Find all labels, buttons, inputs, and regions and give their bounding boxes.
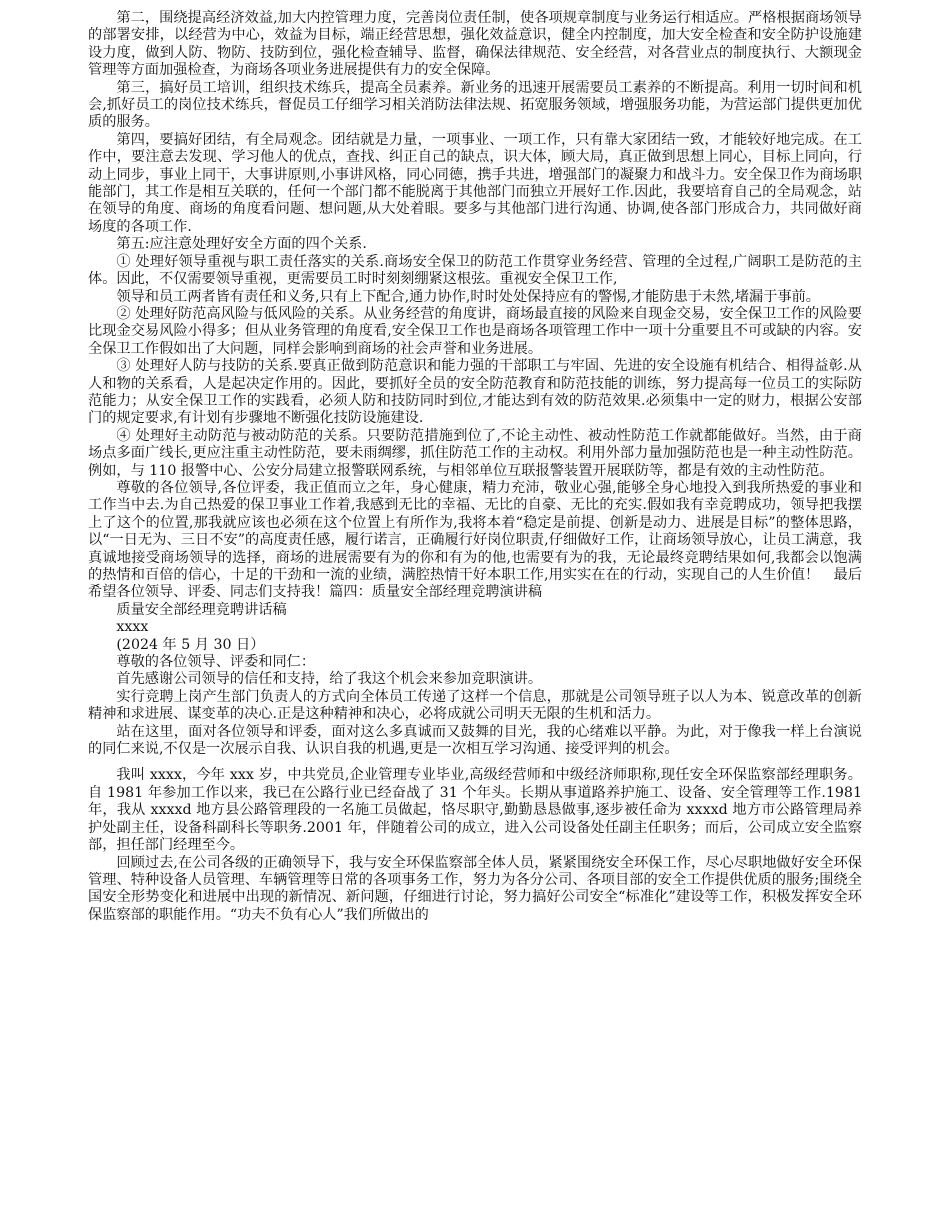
paragraph: 第五:应注意处理好安全方面的四个关系. xyxy=(116,236,367,253)
paragraph: 第三，搞好员工培训，组织技术练兵，提高全员素养。新业务的迅速开展需要员工素养的不断提高。利用一切时间和机会,抓好员工的岗位技术练兵，督促员工仔细学习相关消防法律法规、拓宽服务领域，增强服务功能，为营运部门提供更加优质的服务。 xyxy=(88,79,862,131)
paragraph: 站在这里，面对各位领导和评委，面对这么多真诚而又鼓舞的目光，我的心绪难以平静。为此，对于像我一样上台演说的同仁来说,不仅是一次展示自我、认识自我的机遇,更是一次相互学习沟通、接受评判的机会。 xyxy=(88,723,862,758)
paragraph: 第二，围绕提高经济效益,加大内控管理力度，完善岗位责任制，使各项规章制度与业务运行相适应。严格根据商场领导的部署安排，以经营为中心，效益为目标，端正经营思想，强化效益意识，健全内控制度，加大安全检查和安全防护设施建设力度，做到人防、物防、技防到位，强化检查辅导、监督，确保法律规范、安全经营，对各营业点的制度执行、大额现金管理等方面加强检查，为商场各项业务进展提供有力的安全保障。 xyxy=(88,10,862,79)
paragraph: 质量安全部经理竞聘讲话稿 xyxy=(116,601,287,618)
paragraph: 第四，要搞好团结，有全局观念。团结就是力量，一项事业、一项工作，只有靠大家团结一致，才能较好地完成。在工作中，要注意去发现、学习他人的优点，查找、纠正自己的缺点，识大体，顾大局，真正做到思想上同心，目标上同向，行动上同步，事业上同干，大事讲原则,小事讲风格，同心同德，携手共进，增强部门的凝聚力和战斗力。安全保卫作为商场职能部门，其工作是相互关联的，任何一个部门都不能脱离于其他部门而独立开展好工作.因此，我要培育自己的全局观念，站在领导的角度、商场的角度看问题、想问题,从大处着眼。要多与其他部门进行沟通、协调,使各部门形成合力，共同做好商场度的各项工作. xyxy=(88,131,862,235)
paragraph: 实行竞聘上岗产生部门负责人的方式向全体员工传递了这样一个信息，那就是公司领导班子以人为本、锐意改革的创新精神和求进展、谋变革的决心.正是这种精神和决心，必将成就公司明天无限的生机和活力。 xyxy=(88,688,862,723)
paragraph: 尊敬的各位领导,各位评委，我正值而立之年，身心健康，精力充沛，敬业心强,能够全身心地投入到我所热爱的事业和工作当中去.为自己热爱的保卫事业工作着,我感到无比的幸福、无比的自豪、无比的充实.假如我有幸竞聘成功，领导把我摆上了这个的位置,那我就应该也必须在这个位置上有所作为,我将本着“稳定是前提、创新是动力、进展是目标”的整体思路，以“一日无为、三日不安”的高度责任感，履行诺言，正确履行好岗位职责,仔细做好工作，让商场领导放心，让员工满意，我真诚地接受商场领导的选择，商场的进展需要有为的你和有为的他,也需要有为的我，无论最终竞聘结果如何,我都会以饱满的热情和百倍的信心，十足的干劲和一流的业绩，满腔热情干好本职工作,用实实在在的行动，实现自己的人生价值！ 最后希望各位领导、评委、同志们支持我！篇四：质量安全部经理竞聘演讲稿 xyxy=(88,479,862,601)
paragraph: (2024 年 5 月 30 日） xyxy=(116,636,265,653)
paragraph: 我叫 xxxx，今年 xxx 岁，中共党员,企业管理专业毕业,高级经营师和中级经济师职称,现任安全环保监察部经理职务。自 1981 年参加工作以来，我已在公路行业已经奋战了 31 个年头。长期从事道路养护施工、设备、安全管理等工作.1981 年，我从 xxxxd 地方县公路管理段的一名施工员做起，恪尽职守,勤勤恳恳做事,逐步被任命为 xxxxd 地方市公路管理局养护处副主任，设备科副科长等职务.2001 年，伴随着公司的成立，进入公司设备处任副主任职务；而后，公司成立安全监察部，担任部门经理至今。 xyxy=(88,767,862,854)
paragraph: ④ 处理好主动防范与被动防范的关系。只要防范措施到位了,不论主动性、被动性防范工作就都能做好。当然，由于商场点多面广线长,更应注重主动性防范，要未雨绸缪，抓住防范工作的主动权。利用外部力量加强防范也是一种主动性防范。例如，与 110 报警中心、公安分局建立报警联网系统，与相邻单位互联报警装置开展联防等，都是有效的主动性防范。 xyxy=(88,427,862,479)
paragraph: 首先感谢公司领导的信任和支持，给了我这个机会来参加竞职演讲。 xyxy=(116,671,543,688)
paragraph: xxxx xyxy=(116,619,149,636)
paragraph: 领导和员工两者皆有责任和义务,只有上下配合,通力协作,时时处处保持应有的警惕,才能防患于未然,堵漏于事前。 xyxy=(116,288,820,305)
paragraph: 回顾过去,在公司各级的正确领导下，我与安全环保监察部全体人员，紧紧围绕安全环保工作，尽心尽职地做好安全环保管理、特种设备人员管理、车辆管理等日常的各项事务工作，努力为各分公司、各项目部的安全工作提供优质的服务;围绕全国安全形势变化和进展中出现的新情况、新问题，仔细进行讨论，努力搞好公司安全“标准化”建设等工作，积极发挥安全环保监察部的职能作用。“功夫不负有心人”我们所做出的 xyxy=(88,854,862,923)
paragraph: 尊敬的各位领导、评委和同仁： xyxy=(116,654,316,671)
paragraph: ② 处理好防范高风险与低风险的关系。从业务经营的角度讲，商场最直接的风险来自现金交易，安全保卫工作的风险要比现金交易风险小得多；但从业务管理的角度看,安全保卫工作也是商场各项管理工作中一项十分重要且不可或缺的内容。安全保卫工作假如出了大问题，同样会影响到商场的社会声誉和业务进展。 xyxy=(88,305,862,357)
paragraph: ③ 处理好人防与技防的关系.要真正做到防范意识和能力强的干部职工与牢固、先进的安全设施有机结合、相得益彰.从人和物的关系看，人是起决定作用的。因此，要抓好全员的安全防范教育和防范技能的训练，努力提高每一位员工的实际防范能力；从安全保卫工作的实践看，必须人防和技防同时到位,才能达到有效的防范效果.必须集中一定的财力，根据公安部门的规定要求,有计划有步骤地不断强化技防设施建设. xyxy=(88,358,862,427)
paragraph: ① 处理好领导重视与职工责任落实的关系.商场安全保卫的防范工作贯穿业务经营、管理的全过程,广阔职工是防范的主体。因此，不仅需要领导重视，更需要员工时时刻刻绷紧这根弦。重视安全保卫工作, xyxy=(88,253,862,288)
